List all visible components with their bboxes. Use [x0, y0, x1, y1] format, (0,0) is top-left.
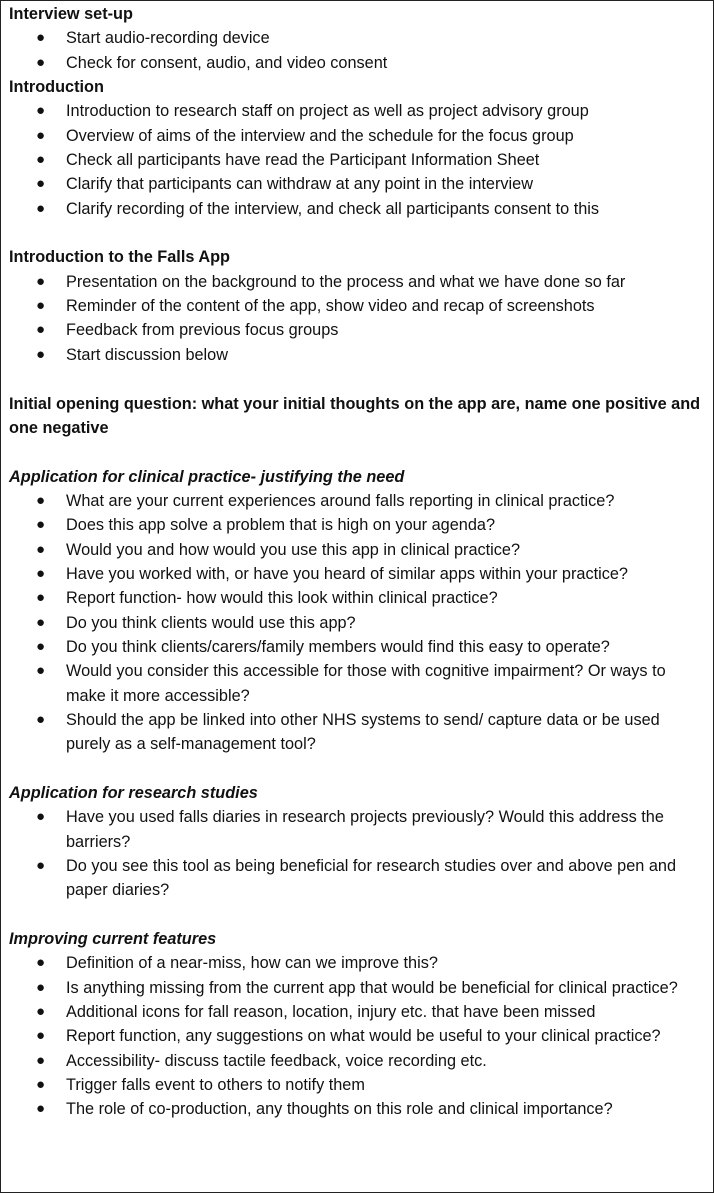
- bullet-icon: ●: [36, 564, 46, 582]
- list-item-text: Is anything missing from the current app that would be beneficial for clinical practice?: [66, 978, 678, 997]
- list-item: [9, 1024, 708, 1048]
- list-item-text: Do you think clients/carers/family members would find this easy to operate?: [66, 637, 610, 656]
- list-item-text: Trigger falls event to others to notify them: [66, 1076, 365, 1095]
- list-item: [9, 1000, 708, 1024]
- list-item: [9, 172, 708, 196]
- list-item-text: Definition of a near-miss, how can we improve this?: [66, 954, 438, 973]
- list-item: [9, 148, 708, 172]
- list-item: [9, 26, 708, 50]
- bullet-icon: ●: [36, 613, 46, 631]
- list-item-text: Check for consent, audio, and video consent: [66, 53, 388, 72]
- bullet-icon: ●: [36, 199, 46, 217]
- bullet-list: [9, 26, 705, 75]
- blank-line: [9, 367, 705, 391]
- list-item: [9, 124, 708, 148]
- list-item-text: Clarify recording of the interview, and check all participants consent to this: [66, 199, 600, 218]
- bullet-icon: ●: [36, 857, 46, 875]
- bullet-icon: ●: [36, 491, 46, 509]
- list-item-text: Would you and how would you use this app in clinical practice?: [66, 540, 521, 559]
- bullet-icon: ●: [36, 954, 46, 972]
- bullet-icon: ●: [36, 1076, 46, 1094]
- list-item: [9, 586, 708, 610]
- blank-line: [9, 903, 705, 927]
- list-item-text: Clarify that participants can withdraw at any point in the interview: [66, 175, 533, 194]
- list-item: [9, 611, 708, 635]
- list-item: [9, 659, 708, 708]
- bullet-icon: ●: [36, 321, 46, 339]
- list-item-text: Presentation on the background to the process and what we have done so far: [66, 272, 626, 291]
- list-item-text: Feedback from previous focus groups: [66, 321, 339, 340]
- blank-line: [9, 757, 705, 781]
- bullet-icon: ●: [36, 29, 46, 47]
- list-item-text: The role of co-production, any thoughts on this role and clinical importance?: [66, 1100, 613, 1119]
- list-item: [9, 976, 708, 1000]
- bullet-list: [9, 951, 705, 1121]
- list-item: [9, 805, 708, 854]
- bullet-icon: ●: [36, 1051, 46, 1069]
- list-item-text: Does this app solve a problem that is high on your agenda?: [66, 516, 496, 535]
- list-item: [9, 343, 708, 367]
- list-item-text: Introduction to research staff on project as well as project advisory group: [66, 102, 589, 121]
- list-item: [9, 270, 708, 294]
- bullet-icon: ●: [36, 540, 46, 558]
- bullet-icon: ●: [36, 272, 46, 290]
- bullet-icon: ●: [36, 102, 46, 120]
- list-item-text: Should the app be linked into other NHS systems to send/ capture data or be used purely as a self-management tool?: [66, 710, 660, 754]
- list-item-text: What are your current experiences around falls reporting in clinical practice?: [66, 491, 615, 510]
- bullet-icon: ●: [36, 53, 46, 71]
- bullet-icon: ●: [36, 345, 46, 363]
- bullet-icon: ●: [36, 637, 46, 655]
- bullet-icon: ●: [36, 589, 46, 607]
- list-item: [9, 51, 708, 75]
- section-heading: Application for clinical practice- justifying the need: [9, 467, 405, 486]
- list-item: [9, 635, 708, 659]
- list-item-text: Have you worked with, or have you heard of similar apps within your practice?: [66, 564, 628, 583]
- list-item-text: Additional icons for fall reason, location, injury etc. that have been missed: [66, 1003, 596, 1022]
- bullet-list: [9, 805, 705, 902]
- list-item: [9, 708, 708, 757]
- blank-line: [9, 440, 705, 464]
- list-item-text: Report function, any suggestions on what would be useful to your clinical practice?: [66, 1027, 661, 1046]
- list-item: [9, 854, 708, 903]
- list-item-text: Have you used falls diaries in research projects previously? Would this address the barriers?: [66, 808, 664, 851]
- list-item: [9, 538, 708, 562]
- list-item: [9, 562, 708, 586]
- section-heading: Introduction: [9, 78, 104, 97]
- bullet-icon: ●: [36, 1003, 46, 1021]
- bullet-icon: ●: [36, 710, 46, 728]
- list-item: [9, 489, 708, 513]
- list-item: [9, 99, 708, 123]
- list-item: [9, 1073, 708, 1097]
- list-item-text: Check all participants have read the Participant Information Sheet: [66, 151, 540, 170]
- list-item-text: Reminder of the content of the app, show video and recap of screenshots: [66, 297, 595, 316]
- list-item-text: Do you think clients would use this app?: [66, 613, 356, 632]
- bullet-list: [9, 99, 705, 221]
- blank-line: [9, 221, 705, 245]
- list-item-text: Overview of aims of the interview and the schedule for the focus group: [66, 126, 574, 145]
- bullet-icon: ●: [36, 175, 46, 193]
- bullet-list: [9, 270, 705, 367]
- list-item: [9, 951, 708, 975]
- list-item: [9, 294, 708, 318]
- bullet-icon: ●: [36, 808, 46, 826]
- section-heading: Initial opening question: what your initial thoughts on the app are, name one positive and one negative: [9, 394, 701, 437]
- list-item: [9, 318, 708, 342]
- list-item: [9, 197, 708, 221]
- bullet-icon: ●: [36, 297, 46, 315]
- bullet-icon: ●: [36, 516, 46, 534]
- bullet-icon: ●: [36, 1027, 46, 1045]
- bullet-icon: ●: [36, 978, 46, 996]
- list-item: [9, 1097, 708, 1121]
- list-item-text: Report function- how would this look within clinical practice?: [66, 589, 498, 608]
- bullet-list: [9, 489, 705, 757]
- bullet-icon: ●: [36, 662, 46, 680]
- list-item: [9, 1049, 708, 1073]
- bullet-icon: ●: [36, 1100, 46, 1118]
- list-item-text: Start audio-recording device: [66, 29, 270, 48]
- section-heading: Improving current features: [9, 930, 217, 949]
- list-item-text: Do you see this tool as being beneficial for research studies over and above pen and paper diaries?: [66, 857, 677, 900]
- list-item: [9, 513, 708, 537]
- list-item-text: Accessibility- discuss tactile feedback, voice recording etc.: [66, 1051, 487, 1070]
- list-item-text: Start discussion below: [66, 345, 228, 364]
- section-heading: Interview set-up: [9, 5, 133, 23]
- section-heading: Application for research studies: [9, 784, 258, 802]
- bullet-icon: ●: [36, 126, 46, 144]
- list-item-text: Would you consider this accessible for those with cognitive impairment? Or ways to make it more accessible?: [66, 662, 666, 705]
- section-heading: Introduction to the Falls App: [9, 248, 230, 267]
- bullet-icon: ●: [36, 151, 46, 169]
